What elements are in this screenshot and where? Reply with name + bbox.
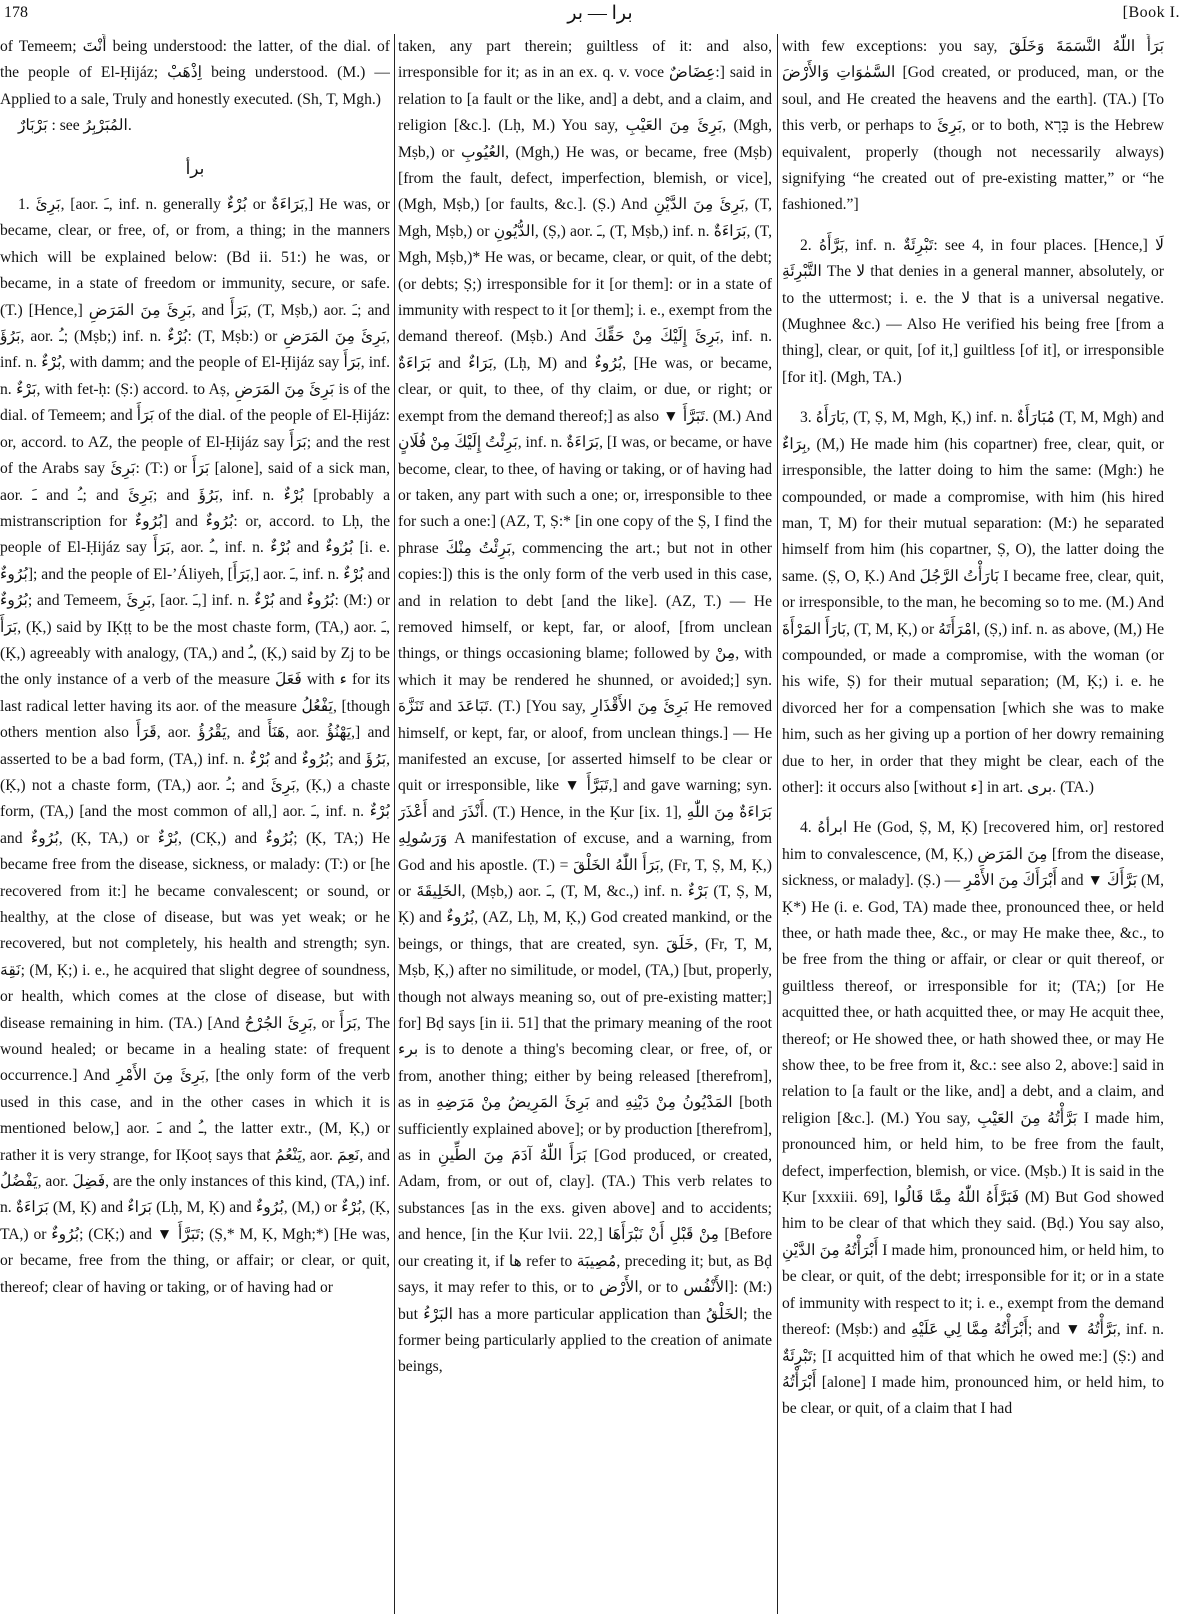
dictionary-paragraph: 3. بَارَأَهُ, (T, Ṣ, M, Mgh, Ḳ,) inf. n. مُبَارَأَةٌ (T, M, Mgh) and بِرَاءٌ, (M,) He made him (his copartner) free, clear, quit, or irresponsible, the latter doing to him the same: (Mgh:) he compounded, or made a compromise, with him (his hired man, T, M) for their mutual separation: (M:) he separated himself from him (his copartner, Ṣ, O), the latter doing the same. (Ṣ, O, Ḳ.) And بَارَأْتُ الرَّجُلَ I became free, clear, quit, or irresponsible, to the man, he becoming so to me. (M.) And بَارَأَ المَرْأَةَ, (T, M, Ḳ,) or امْرَأَتَهُ, (Ṣ,) inf. n. as above, (M,) He compounded, or made a compromise, with the woman (or his wife, Ṣ) for their mutual separation; (M, Ḳ;) i. e. he divorced her for a compensation [which she was to make him, such as her giving up a portion of her dowry remaining due to her, in order that they might be clear, each of the other]: it occurs also [without ء] in art. برى. (TA.) (782, 409, 1164, 796)
dictionary-paragraph: 1. بَرِئَ, [aor. ـَ, inf. n. generally بُرْءٌ or بَرَاءَةٌ,] He was, or became, clear, or free, of, or from, a thing; in the manners which will be explained below: (Bd ii. 51:) he was, or became, in a state of freedom or immunity, secure, or safe. (T.) [Hence,] بَرِئَ مِنَ المَرَضِ, and بَرَأَ, (T, Mṣb,) aor. ـَ; and بَرُؤَ, aor. ـُ; (Mṣb;) inf. n. بُرْءٌ: (T, Mṣb:) or بَرِئَ مِنَ المَرَضِ, inf. n. بُرْءٌ, with damm; and the people of El-Ḥijáz say بَرَأَ, inf. n. بَرْءٌ, with fet-ḥ: (Ṣ:) accord. to Aṣ, بَرِئَ مِنَ المَرَضِ is of the dial. of Temeem; and بَرَأَ of the dial. of the people of El-Ḥijáz: or, accord. to AZ, the people of El-Ḥijáz say بَرَأَ; and the rest of the Arabs say بَرِئَ: (T:) or بَرَأَ [alone], said of a sick man, aor. ـَ and ـُ; and بَرِئَ; and بَرُؤَ, inf. n. بُرْءٌ [probably a mistranscription for بُرُوءٌ] and بُرُوءٌ: or, accord. to Lḥ, the people of El-Ḥijáz say بَرَأَ, aor. ـُ, inf. n. بُرْءٌ and بُرُوءٌ [i. e. بُرُوءٌ]; and the people of El-ʼÁliyeh, [بَرَأَ,] aor. ـَ, inf. n. بُرْءٌ and بُرُوءٌ; and Temeem, بَرِئَ, [aor. ـَ,] inf. n. بُرْءٌ and بُرُوءٌ: (M:) or بَرَأَ, (Ḳ,) said by IḲṭṭ to be the most chaste form, (TA,) aor. ـَ, (Ḳ,) agreeably with analogy, (TA,) and ـُ, (Ḳ,) said by Zj to be the only instance of a verb of the measure فَعَلَ with ء for its last radical letter having its aor. of the measure يَفْعُلُ, [though others mention also قَرَأَ, aor. يَقْرُؤُ, and هَنَأَ, aor. يَهْنُؤُ,] and asserted to be a bad form, (TA,) inf. n. بُرْءٌ and بُرُوءٌ; and بَرُؤَ, (Ḳ,) not a chaste form, (TA,) aor. ـُ; and بَرِئَ, (Ḳ,) a chaste form, (TA,) [and the most common of all,] aor. ـَ, inf. n. بُرْءٌ and بُرُوءٌ, (Ḳ, TA,) or بُرْءٌ, (CḲ,) and بُرُوءٌ; (Ḳ, TA;) He became free from the disease, sickness, or malady: (T:) or [he recovered from it:] he became convalescent; or sound, or healthy, at the close of disease, but was yet weak; or he recovered, but not completely, his health and strength; syn. نَقِهَ; (M, Ḳ;) i. e., he acquired that slight degree of soundness, or health, which comes at the close of disease, but with disease remaining in him. (TA.) [And بَرِئَ الجُرْحُ, or بَرَأَ, The wound healed; or became in a healing state: of frequent occurrence.] And بَرِئَ مِنَ الأَمْرِ, [the only form of the verb used in this case, and in the other cases in which it is mentioned below,] aor. ـَ and ـُ, the latter extr., (M, Ḳ,) or rather it is very strange, for IḲooṭ says that يَنْعُمُ, aor. نَعِمَ, and يَفْضُلُ, aor. فَضِلَ, are the only instances of this kind, (TA,) inf. n. بَرَاءَةٌ (M, Ḳ) and بَرَاءٌ (Lḥ, M, Ḳ) and بُرُوءٌ, (M,) or بُرْءٌ, (Ḳ, TA,) or بُرُوءٌ; (CḲ;) and ▼ تَبَرَّأَ; (Ṣ,* M, Ḳ, Mgh;*) [He was, or became, free from the thing, or affair; or clear, or quit, thereof; clear of having or taking, or of having had or (0, 196, 390, 1296)
dictionary-paragraph: taken, any part therein; guiltless of it: and also, irresponsible for it; as in an ex. q. v. voce عِضَاضٌ:] said in relation to [a fault or the like, and] a debt, and a claim, and religion [&c.]. (Lḥ, M.) You say, بَرِئَ مِنَ العَيْبِ, (Mgh, Mṣb,) or العُيُوبِ, (Mgh,) He was, or became, free (Mṣb) [from the fault, defect, imperfection, blemish, or vice], (Mgh, Mṣb,) [or faults, &c.]. (Ṣ.) And بَرِئَ مِنَ الدَّيْنِ, (T, Mgh, Mṣb,) or الدُّيُونِ, (Ṣ,) aor. ـَ, (T, Mṣb,) inf. n. بَرَاءَةٌ, (T, Mgh, Mṣb,)* He was, or became, clear, or quit, of the debt; (or debts; Ṣ;) irresponsible for it [or them]: or in a state of immunity with respect to it [or them]; i. e., exempt from the demand thereof. (Mṣb.) And بَرِئَ إِلَيْكَ مِنْ حَقِّكَ, inf. n. بَرَاءَةٌ and بَرَاءٌ, (Lḥ, M) and بُرُوءٌ, [He was, or became, clear, or quit, to thee, of thy claim, or due, or right; or exempt from the demand thereof;] as also ▼ تَبَرَّأَ. (M.) And بَرِئْتُ إِلَيْكَ مِنْ فُلَانٍ, inf. n. بَرَاءَةٌ, [I was, or became, or have become, clear, to thee, of having or taking, or of having had or taken, any part with such a one; or, irresponsible to thee for such a one:] (AZ, T, Ṣ:* [in one copy of the Ṣ, I find the phrase بَرِئْتُ مِنْكَ, commencing the art.; but not in other copies:]) this is the only form of the verb used in this case, and in relation to debt [and the like]. (AZ, T.) — He removed himself, or kept, far, or aloof, [from unclean things, or things occasioning blame; followed by مِنْ, with which it may be rendered he shunned, or avoided;] syn. تَنَزَّهَ and تَبَاعَدَ. (T.) [You say, بَرِئَ مِنَ الأَقْذَارِ He removed himself, or kept, far, or aloof, from unclean things.] — He manifested an excuse, [or asserted himself to be clear or quit or irresponsible, like ▼ تَبَرَّأَ,] and gave warning; syn. أَعْذَرَ and أَنْذَرَ. (T.) Hence, in the Ḳur [ix. 1], بَرَاءَةٌ مِنَ اللّٰهِ وَرَسُولِهِ A manifestation of excuse, and a warning, from God and his apostle. (T.) = بَرَأَ اللّٰهُ الخَلْقَ, (Fr, T, Ṣ, M, Ḳ,) or الخَلِيقَةَ, (Mṣb,) aor. ـَ, (T, M, &c.,) inf. n. بَرْءٌ (T, Ṣ, M, Ḳ) and بُرُوءٌ, (AZ, Lḥ, M, Ḳ,) God created mankind, or the beings, or things, that are created, syn. خَلَقَ, (Fr, T, M, Mṣb, Ḳ,) after no similitude, or model, (TA,) [but, properly, though not always meaning so, out of pre-existing matter;] for] Bḍ says [in ii. 51] that the primary meaning of the root برء is to denote a thing's becoming clear, or free, of, or from, another thing; either by being released [therefrom], as in بَرِئَ المَرِيضُ مِنْ مَرَضِهِ and المَدْيُونُ مِنْ دَيْنِهِ [both sufficiently explained above]; or by production [therefrom], as in بَرَأَ اللّٰهُ آدَمَ مِنَ الطِّينِ [God produced, or created, Adam, from, or out of, clay]. (TA.) This verb relates to substances [as in the exs. given above] and to accidents; and hence, [in the Ḳur lvii. 22,] مِنْ قَبْلِ أَنْ نَبْرَأَهَا [Before our creating it, if ها refer to مُصِيبَة, preceding it; but, as Bḍ says, it may refer to this, or to الأَرْض, or to الأَنْفُس]: (M:) but البَرْءُ has a more particular application than الخَلْقُ; the former being particularly applied to the creation of animate beings, (398, 38, 772, 1376)
running-title: برا — بر (567, 3, 633, 24)
text-column-2 (398, 34, 772, 1610)
page-header (0, 0, 1200, 34)
dictionary-paragraph: 2. بَرَّأَهُ, inf. n. تَبْرِئَةٌ: see 4, in four places. [Hence,] لَا التَّبْرِئَةِ The لا that denies in a general manner, absolutely, or to the uttermost; i. e. the لا that is a universal negative. (Mughnee &c.) — Also He verified his being free [from a thing], clear, or quit, [of it,] guiltless [of it], or irresponsible [for it]. (Mgh, TA.) (782, 236, 1164, 386)
column-divider (777, 34, 778, 1614)
page-number: 178 (4, 4, 28, 21)
column-divider (394, 34, 395, 1614)
root-heading: برأ (185, 158, 205, 178)
dictionary-paragraph: بَرْبَارٌ : see المُبَرْبِرُ. (18, 117, 132, 135)
dictionary-paragraph: 4. ابرأهُ He (God, Ṣ, M, Ḳ) [recovered him, or] restored him to convalescence, (M, Ḳ,) مِنَ المَرَضِ [from the disease, sickness, or malady]. (Ṣ.) — أَبْرَأَكَ مِنَ الأَمْرِ and ▼ بَرَّأَكَ (M, Ḳ*) He (i. e. God, TA) made thee, pronounced thee, or held thee, or hath made thee, &c., or may He make thee, &c., to be free from the thing or affair, or clear or quit thereof, or guiltless thereof, or irresponsible for it; (TA;) [or He acquitted thee, or hath acquitted thee, or may He acquit thee, thereof; or He showed thee, or hath showed thee, or may He show thee, to be free from it, &c.: see also 2, above:] said in relation to [a fault or the like, and] a debt, and a claim, and religion [&c.]. (M.) You say, بَرَّأْتُهُ مِنَ العَيْبِ I made him, pronounced him, or held him, to be free from the fault, defect, imperfection, blemish, or vice. (Mṣb.) It is said in the Ḳur [xxxiii. 69], فَبَرَّأَهُ اللّٰهُ مِمَّا قَالُوا (M) But God showed him to be clear of that which they said. (Bḍ.) You say also, أَبْرَأْتُهُ مِنَ الدَّيْنِ I made him, pronounced him, or held him, to be clear, or quit, of the debt; irresponsible for it; or in a state of immunity with respect to it; i. e., exempt from the demand thereof: (Mṣb:) and أَبْرَأْتُهُ مِمَّا لِي عَلَيْهِ; and ▼ بَرَّأْتُهُ, inf. n. تَبْرِئَةٌ; [I acquitted him of that which he owed me:] (Ṣ:) and أَبْرَأْتُهُ [alone] I made him, pronounced him, or held him, to be clear, or quit, of a claim that I had (782, 819, 1164, 1418)
text-column-3 (782, 34, 1164, 1610)
book-label: [Book I. (1122, 4, 1180, 21)
dictionary-paragraph: of Temeem; أَنْتَ being understood: the latter, of the dial. of the people of El-Ḥijáz; اِذْهَبْ being understood. (M.) — Applied to a sale, Truly and honestly executed. (Sh, T, Mgh.) (0, 38, 390, 108)
dictionary-paragraph: with few exceptions: you say, بَرَأَ اللّٰهُ النَّسَمَةَ وَخَلَقَ السَّمٰوَاتِ وَالأَرْضَ [God created, or produced, man, or the soul, and He created the heavens and the earth]. (TA.) [To this verb, or perhaps to بَرِئَ, or to both, בָּרָא is the Hebrew equivalent, properly (though not necessarily always) signifying “he created out of pre-existing matter,” or “he fashioned.”] (782, 38, 1164, 214)
text-column-1 (0, 34, 390, 1610)
